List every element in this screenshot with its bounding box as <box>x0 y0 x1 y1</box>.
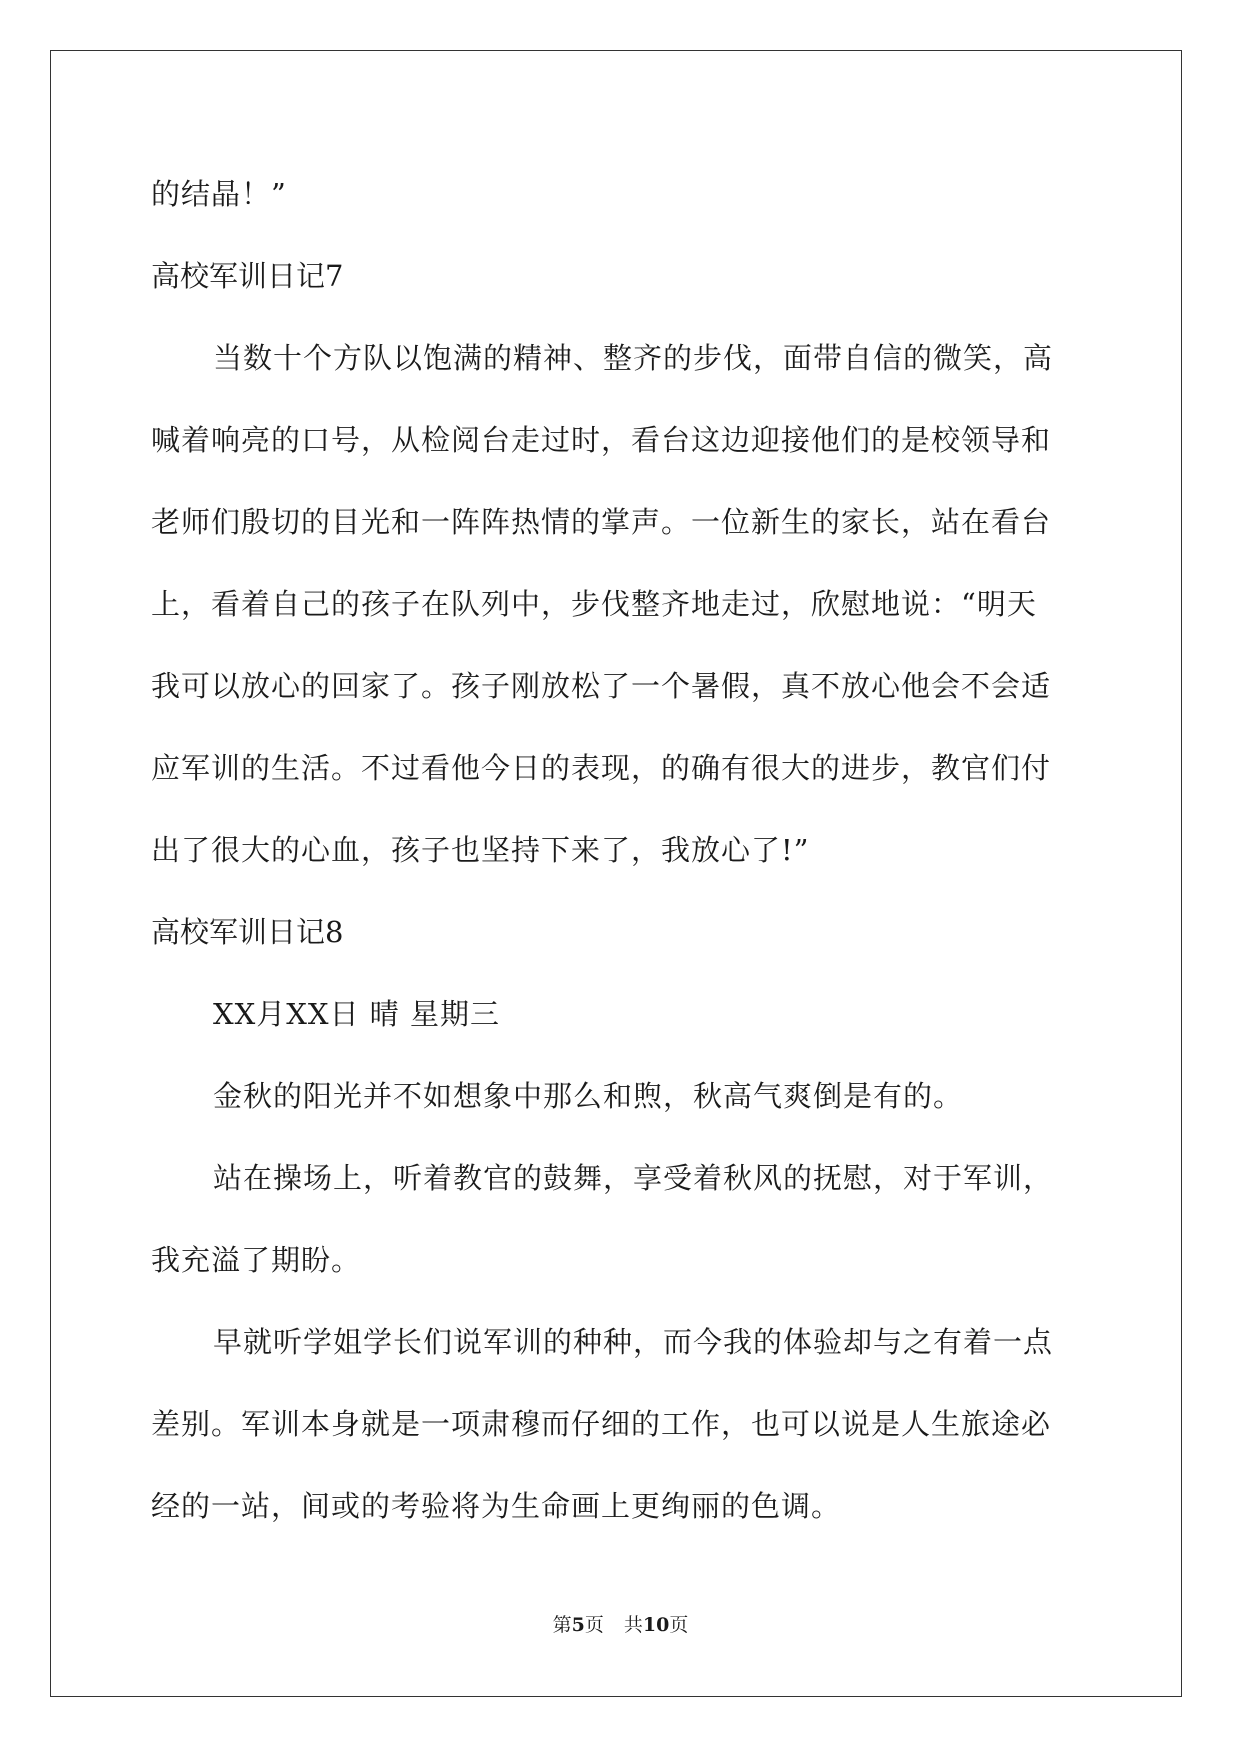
section-heading: 高校军训日记8 <box>151 915 344 949</box>
total-suffix: 页 <box>669 1614 689 1636</box>
paragraph-first-line: 早就听学姐学长们说军训的种种，而今我的体验却与之有着一点 <box>213 1325 1054 1359</box>
text-line: 的结晶！” <box>151 177 287 211</box>
page-footer <box>0 1610 1241 1637</box>
page-prefix: 第 <box>552 1614 572 1636</box>
paragraph-first-line: 当数十个方队以饱满的精神、整齐的步伐，面带自信的微笑，高 <box>213 341 1054 375</box>
text-line: 老师们殷切的目光和一阵阵热情的掌声。一位新生的家长，站在看台 <box>151 505 1052 539</box>
diary-date-line: XX月XX日 晴 星期三 <box>213 997 501 1031</box>
text-line: 喊着响亮的口号，从检阅台走过时，看台这边迎接他们的是校领导和 <box>151 423 1052 457</box>
text-line: 我可以放心的回家了。孩子刚放松了一个暑假，真不放心他会不会适 <box>151 669 1052 703</box>
text-line: 差别。军训本身就是一项肃穆而仔细的工作，也可以说是人生旅途必 <box>151 1407 1052 1441</box>
paragraph-first-line: 站在操场上，听着教官的鼓舞，享受着秋风的抚慰，对于军训， <box>213 1161 1054 1195</box>
total-prefix: 共 <box>623 1614 643 1636</box>
text-line: 出了很大的心血，孩子也坚持下来了，我放心了!” <box>151 833 810 867</box>
page-suffix: 页 <box>584 1614 604 1636</box>
text-line: 经的一站，间或的考验将为生命画上更绚丽的色调。 <box>151 1489 842 1523</box>
paragraph-first-line: 金秋的阳光并不如想象中那么和煦，秋高气爽倒是有的。 <box>213 1079 964 1113</box>
text-line: 应军训的生活。不过看他今日的表现，的确有很大的进步，教官们付 <box>151 751 1052 785</box>
total-pages: 10 <box>642 1614 670 1636</box>
page-number: 5 <box>571 1614 585 1636</box>
text-line: 我充溢了期盼。 <box>151 1243 362 1277</box>
section-heading: 高校军训日记7 <box>151 259 344 293</box>
text-line: 上，看着自己的孩子在队列中，步伐整齐地走过，欣慰地说：“明天 <box>151 587 1037 621</box>
document-body <box>151 153 1081 1547</box>
